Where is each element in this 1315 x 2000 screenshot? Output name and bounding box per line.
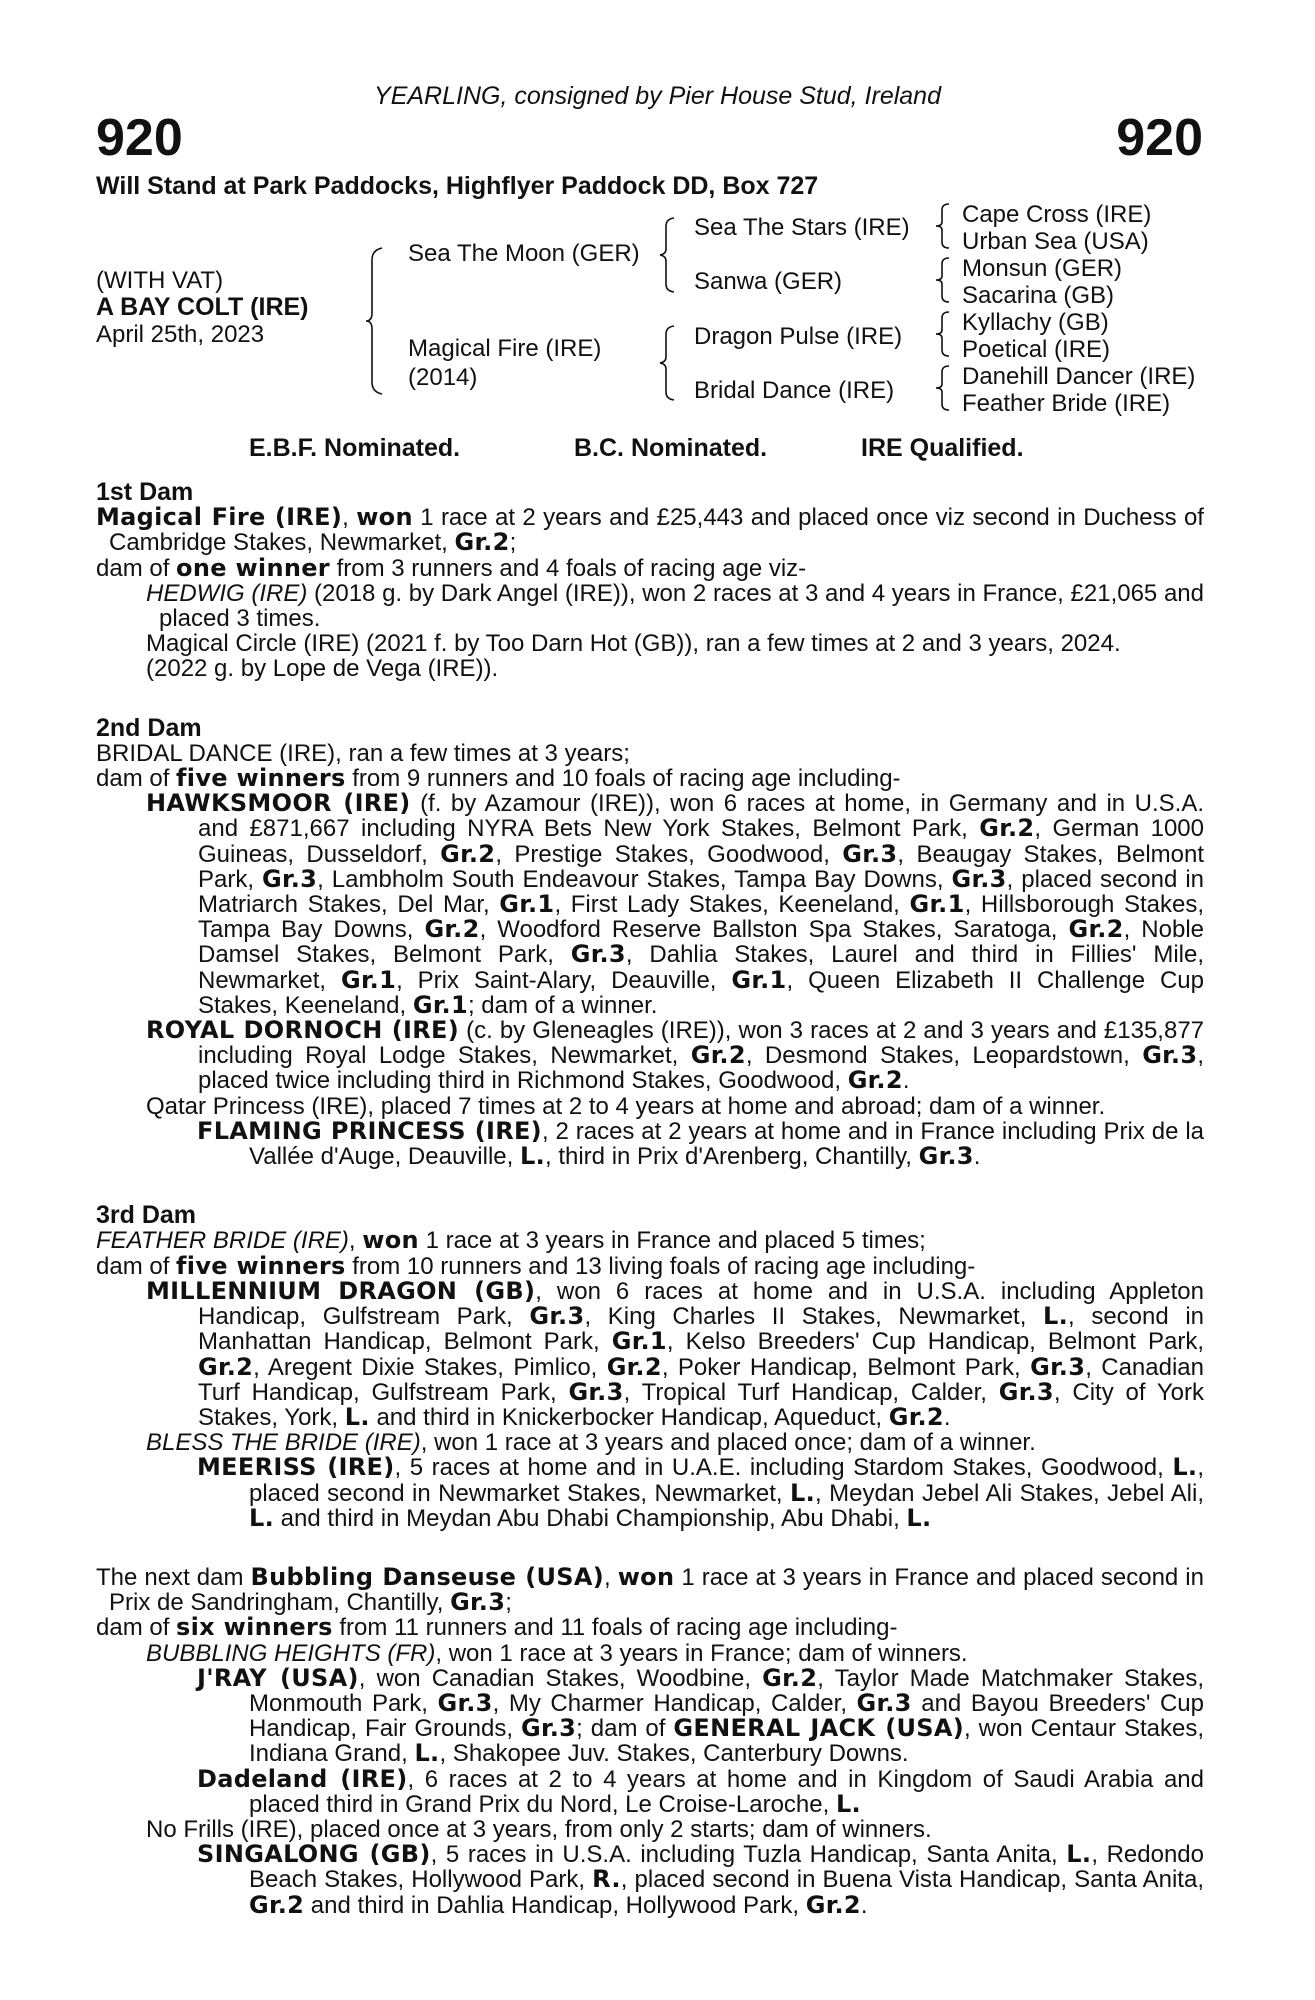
dam: Magical Fire (IRE) <box>408 335 602 362</box>
pedigree-brace-main <box>366 246 386 396</box>
lot-number-right: 920 <box>1116 109 1203 167</box>
lot-number-left: 920 <box>96 109 183 167</box>
grand-dam-1: Urban Sea (USA) <box>962 228 1149 255</box>
sire: Sea The Moon (GER) <box>408 240 640 267</box>
second-dam-record: BRIDAL DANCE (IRE), ran a few times at 3 years; <box>96 739 630 767</box>
first-dam-foal-3: (2022 g. by Lope de Vega (IRE)). <box>146 655 499 683</box>
third-dam-foal-millennium-dragon: MILLENNIUM DRAGON (GB), won 6 races at home and in U.S.A. including Appleton Handicap, Gulfstream Park, Gr.3, King Charles II Stakes, Newmarket, L., second in Manhattan Handicap, Belmont Park, Gr.1, Kelso Breeders' Cup Handicap, Belmont Park, Gr.2, Aregent Dixie Stakes, Pimlico, Gr.2, Poker Handicap, Belmont Park, Gr.3, Canadian Turf Handicap, Gulfstream Park, Gr.3, Tropical Turf Handicap, Calder, Gr.3, City of York Stakes, York, L. and third in Knickerbocker Handicap, Aqueduct, Gr.2. <box>146 1276 1205 1431</box>
ire-qualified: IRE Qualified. <box>861 434 1024 462</box>
pedigree-brace-dam <box>660 324 678 402</box>
ebf-nominated: E.B.F. Nominated. <box>249 434 461 462</box>
third-dam-heading: 3rd Dam <box>96 1201 197 1230</box>
grand-sire-1: Cape Cross (IRE) <box>962 201 1152 228</box>
third-dam-produce-summary: dam of five winners from 10 runners and 13 living foals of racing age including- <box>96 1251 976 1280</box>
second-dam-foal-qatar-princess: Qatar Princess (IRE), placed 7 times at 2 to 4 years at home and abroad; dam of a winner. <box>146 1092 1106 1120</box>
second-dam-foal-royal-dornoch: ROYAL DORNOCH (IRE) (c. by Gleneagles (IRE)), won 3 races at 2 and 3 years and £135,877 including Royal Lodge Stakes, Newmarket, Gr.2, Desmond Stakes, Leopardstown, Gr.3, placed twice including third in Richmond Stakes, Goodwood, Gr.2. <box>146 1016 1205 1095</box>
grand-sire-2: Monsun (GER) <box>962 255 1123 282</box>
third-dam-foal-bless-the-bride: BLESS THE BRIDE (IRE), won 1 race at 3 years and placed once; dam of a winner. <box>146 1429 1036 1457</box>
pedigree-brace-g2 <box>936 256 952 304</box>
dam-dam: Bridal Dance (IRE) <box>694 377 895 404</box>
grand-sire-3: Kyllachy (GB) <box>962 309 1109 336</box>
second-dam-produce-summary: dam of five winners from 9 runners and 10 foals of racing age including- <box>96 764 901 793</box>
pedigree-brace-g4 <box>936 364 952 412</box>
next-dam-foal-bubbling-heights: BUBBLING HEIGHTS (FR), won 1 race at 3 years in France; dam of winners. <box>146 1639 968 1667</box>
stand-location: Will Stand at Park Paddocks, Highflyer Paddock DD, Box 727 <box>96 172 819 200</box>
dam-year: (2014) <box>408 364 478 391</box>
next-dam-record: The next dam Bubbling Danseuse (USA), won 1 race at 3 years in France and placed second in Prix de Sandringham, Chantilly, Gr.3; <box>96 1562 1204 1617</box>
next-dam-grandson-dadeland: Dadeland (IRE), 6 races at 2 to 4 years at home and in Kingdom of Saudi Arabia and placed third in Grand Prix du Nord, Le Croise-Laroche, L. <box>197 1764 1204 1818</box>
dam-sire: Dragon Pulse (IRE) <box>694 323 903 350</box>
sire-sire: Sea The Stars (IRE) <box>694 214 910 241</box>
third-dam-granddaughter-meeriss: MEERISS (IRE), 5 races at home and in U.A.E. including Stardom Stakes, Goodwood, L., placed second in Newmarket Stakes, Newmarket, L., Meydan Jebel Ali Stakes, Jebel Ali, L. and third in Meydan Abu Dhabi Championship, Abu Dhabi, L. <box>197 1453 1204 1532</box>
first-dam-foal-2: Magical Circle (IRE) (2021 f. by Too Darn Hot (GB)), ran a few times at 2 and 3 years, 2024. <box>146 630 1121 658</box>
first-dam-produce-summary: dam of one winner from 3 runners and 4 foals of racing age viz- <box>96 553 807 582</box>
horse-name: A BAY COLT (IRE) <box>96 293 309 321</box>
foaling-date: April 25th, 2023 <box>96 321 265 348</box>
first-dam-heading: 1st Dam <box>96 478 194 506</box>
grand-dam-4: Feather Bride (IRE) <box>962 390 1171 417</box>
sire-dam: Sanwa (GER) <box>694 268 843 295</box>
pedigree-brace-g3 <box>936 310 952 358</box>
first-dam-foal-1: HEDWIG (IRE) (2018 g. by Dark Angel (IRE)), won 2 races at 3 and 4 years in France, £21,065 and placed 3 times. <box>146 579 1205 633</box>
first-dam-record: Magical Fire (IRE), won 1 race at 2 years and £25,443 and placed once viz second in Duchess of Cambridge Stakes, Newmarket, Gr.2; <box>96 503 1204 557</box>
grand-dam-3: Poetical (IRE) <box>962 336 1111 363</box>
grand-dam-2: Sacarina (GB) <box>962 282 1115 309</box>
pedigree-brace-g1 <box>936 202 952 250</box>
second-dam-granddaughter-flaming-princess: FLAMING PRINCESS (IRE), 2 races at 2 years at home and in France including Prix de la Vallée d'Auge, Deauville, L., third in Prix d'Arenberg, Chantilly, Gr.3. <box>197 1116 1205 1171</box>
vat-note: (WITH VAT) <box>96 267 224 294</box>
second-dam-foal-hawksmoor: HAWKSMOOR (IRE) (f. by Azamour (IRE)), won 6 races at home, in Germany and in U.S.A. and £871,667 including NYRA Bets New York Stakes, Belmont Park, Gr.2, German 1000 Guineas, Dusseldorf, Gr.2, Prestige Stakes, Goodwood, Gr.3, Beaugay Stakes, Belmont Park, Gr.3, Lambholm South Endeavour Stakes, Tampa Bay Downs, Gr.3, placed second in Matriarch Stakes, Del Mar, Gr.1, First Lady Stakes, Keeneland, Gr.1, Hillsborough Stakes, Tampa Bay Downs, Gr.2, Woodford Reserve Ballston Spa Stakes, Saratoga, Gr.2, Noble Damsel Stakes, Belmont Park, Gr.3, Dahlia Stakes, Laurel and third in Fillies' Mile, Newmarket, Gr.1, Prix Saint-Alary, Deauville, Gr.1, Queen Elizabeth II Challenge Cup Stakes, Keeneland, Gr.1; dam of a winner. <box>146 789 1205 1019</box>
next-dam-granddaughter-jray: J'RAY (USA), won Canadian Stakes, Woodbine, Gr.2, Taylor Made Matchmaker Stakes, Monmouth Park, Gr.3, My Charmer Handicap, Calder, Gr.3 and Bayou Breeders' Cup Handicap, Fair Grounds, Gr.3; dam of GENERAL JACK (USA), won Centaur Stakes, Indiana Grand, L., Shakopee Juv. Stakes, Canterbury Downs. <box>197 1663 1205 1768</box>
next-dam-produce-summary: dam of six winners from 11 runners and 11 foals of racing age including- <box>96 1613 898 1642</box>
catalogue-body <box>96 480 1204 1918</box>
bc-nominated: B.C. Nominated. <box>574 434 768 462</box>
next-dam-foal-no-frills: No Frills (IRE), placed once at 3 years, from only 2 starts; dam of winners. <box>146 1815 932 1843</box>
consignment-line: YEARLING, consigned by Pier House Stud, Ireland <box>374 82 941 110</box>
third-dam-record: FEATHER BRIDE (IRE), won 1 race at 3 years in France and placed 5 times; <box>96 1226 926 1255</box>
next-dam-grandson-singalong: SINGALONG (GB), 5 races in U.S.A. including Tuzla Handicap, Santa Anita, L., Redondo Beach Stakes, Hollywood Park, R., placed second in Buena Vista Handicap, Santa Anita, Gr.2 and third in Dahlia Handicap, Hollywood Park, Gr.2. <box>197 1840 1204 1919</box>
second-dam-heading: 2nd Dam <box>96 713 202 742</box>
grand-sire-4: Danehill Dancer (IRE) <box>962 363 1196 390</box>
pedigree-brace-sire <box>660 216 678 294</box>
